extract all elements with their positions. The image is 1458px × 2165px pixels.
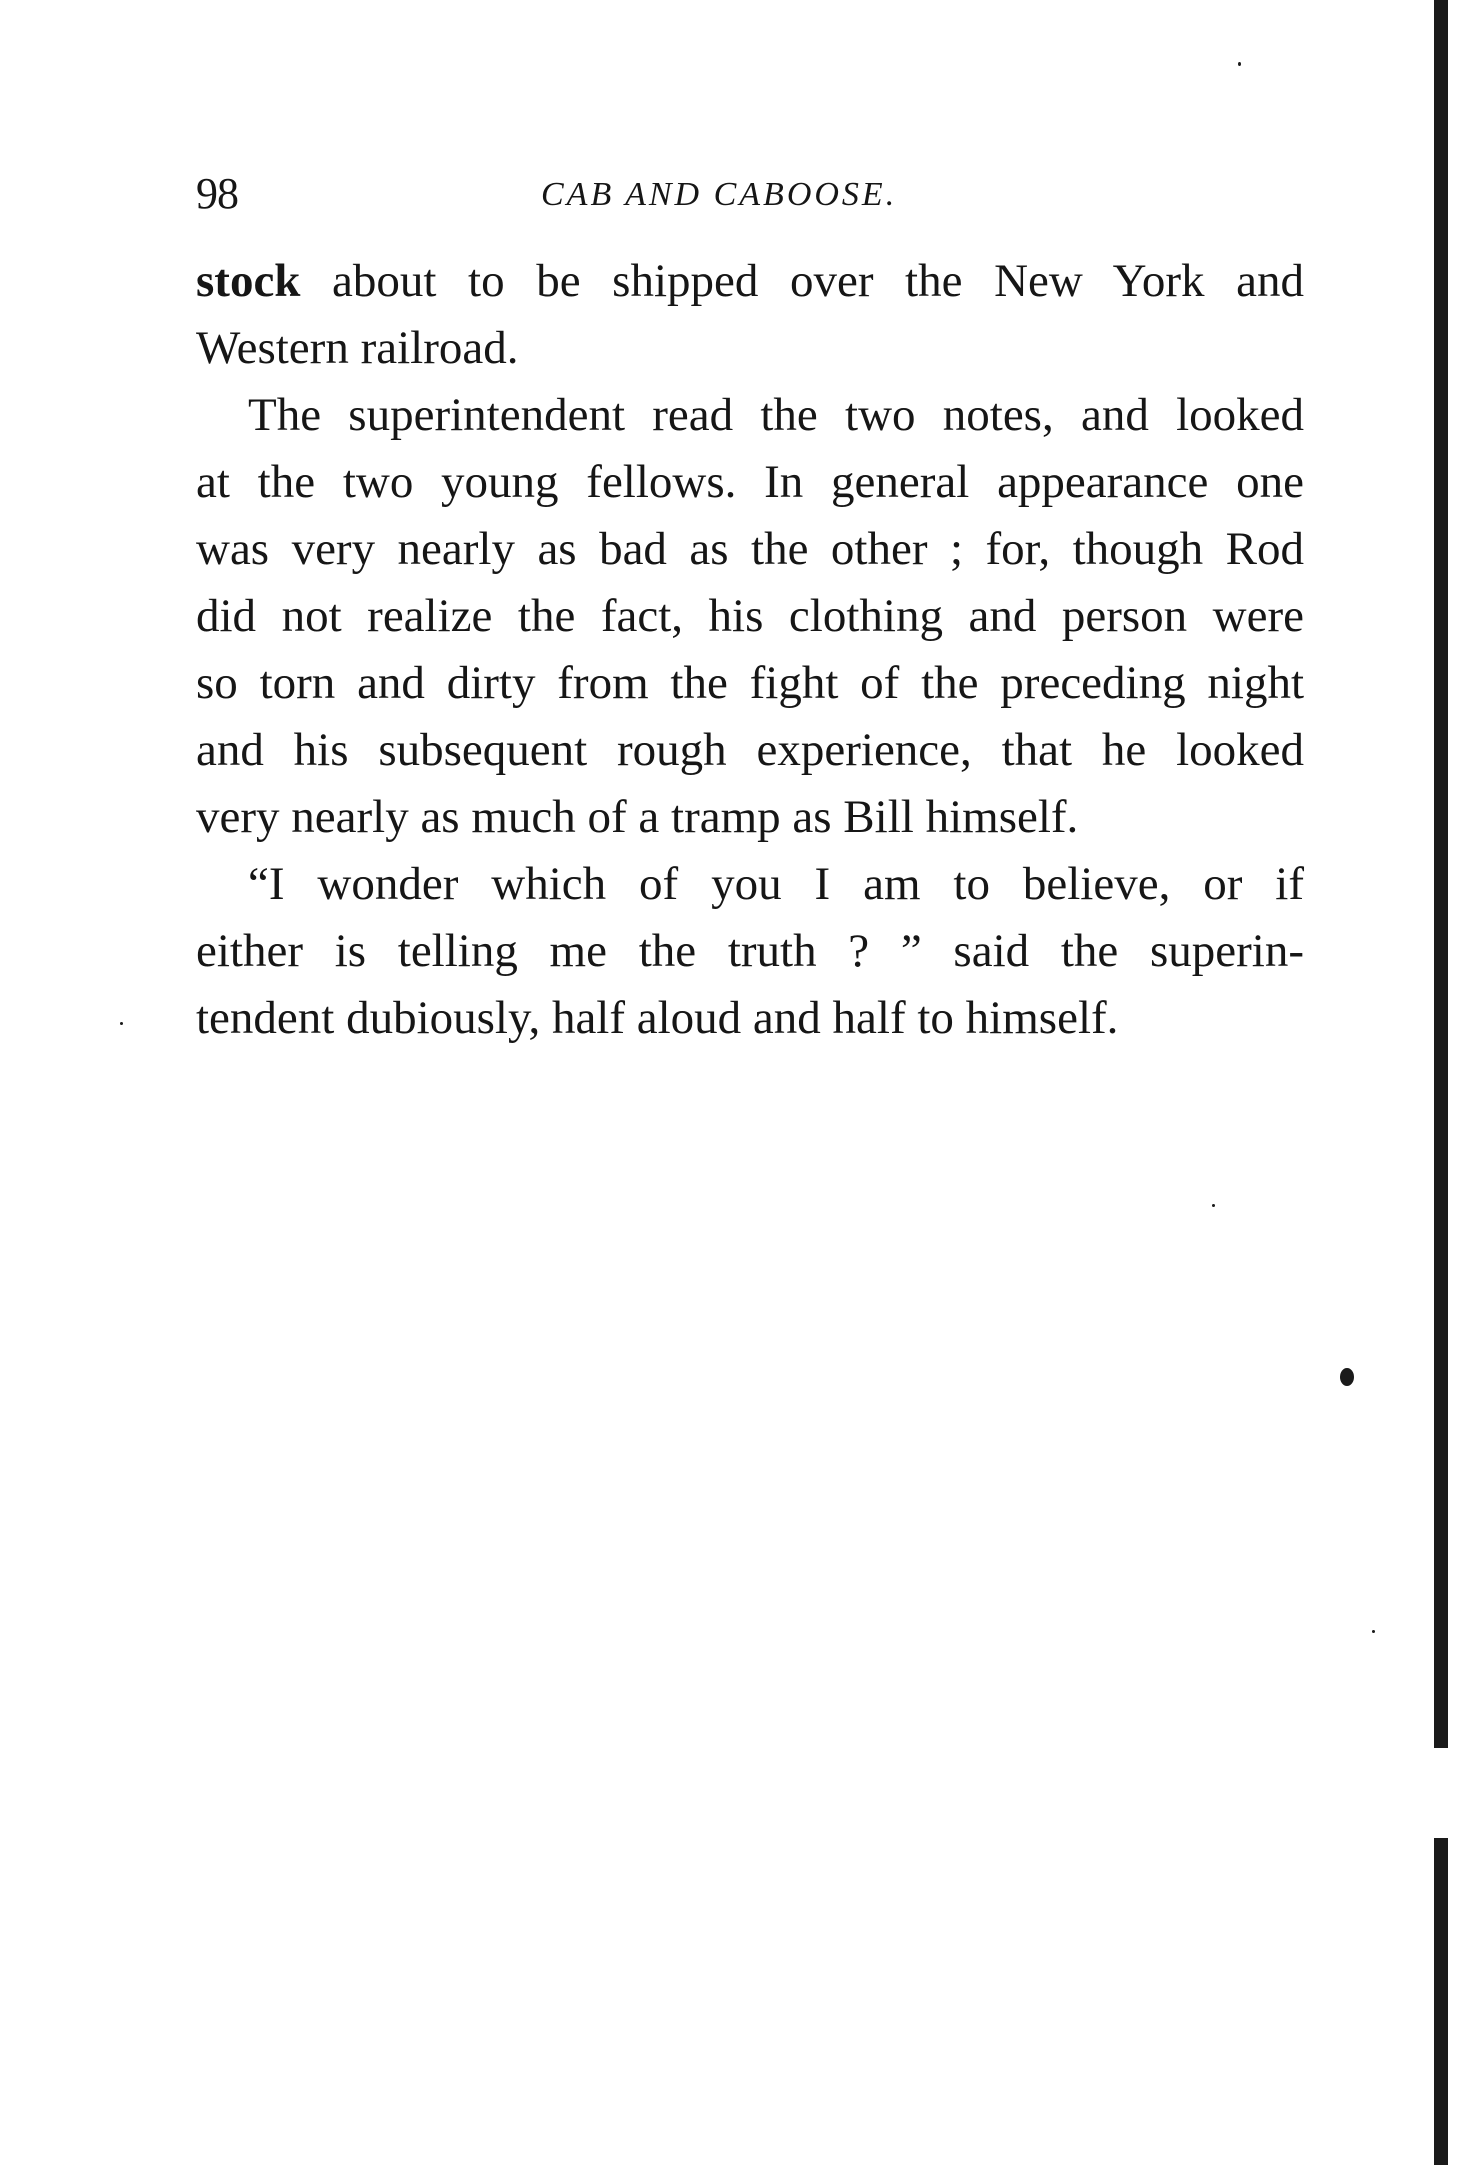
text-line: did not realize the fact, his clothing and person were	[196, 590, 1304, 642]
text-line: at the two young fellows. In general appearance one	[196, 456, 1304, 508]
bold-word: stock	[196, 255, 301, 307]
binding-edge-gap	[1430, 1748, 1454, 1838]
text-line: was very nearly as bad as the other ; for, though Rod	[196, 523, 1304, 575]
text-line: “I wonder which of you I am to believe, or if	[248, 858, 1304, 910]
text-line: The superintendent read the two notes, and looked	[248, 389, 1304, 441]
text-line: either is telling me the truth ? ” said the superin-	[196, 925, 1304, 977]
text-line: and his subsequent rough experience, that he looked	[196, 724, 1304, 776]
ink-speck	[120, 1022, 123, 1025]
text-line: Western railroad.	[196, 322, 519, 374]
running-title: CAB AND CABOOSE.	[541, 176, 898, 213]
text-line: tendent dubiously, half aloud and half to himself.	[196, 992, 1119, 1044]
paragraph-3	[196, 851, 1304, 1052]
body-text	[196, 248, 1304, 1052]
ink-speck	[1340, 1368, 1354, 1386]
ink-speck	[1372, 1630, 1375, 1633]
ink-speck	[1238, 62, 1241, 66]
page-number: 98	[196, 169, 238, 218]
text-line: so torn and dirty from the fight of the preceding night	[196, 657, 1304, 709]
paragraph-1	[196, 248, 1304, 382]
paragraph-2	[196, 382, 1304, 851]
ink-speck	[1212, 1204, 1215, 1207]
text-line: very nearly as much of a tramp as Bill himself.	[196, 791, 1079, 843]
page-binding-edge	[1434, 0, 1448, 2165]
text-line: stock about to be shipped over the New York and	[196, 255, 1304, 307]
page-header	[196, 164, 1304, 224]
